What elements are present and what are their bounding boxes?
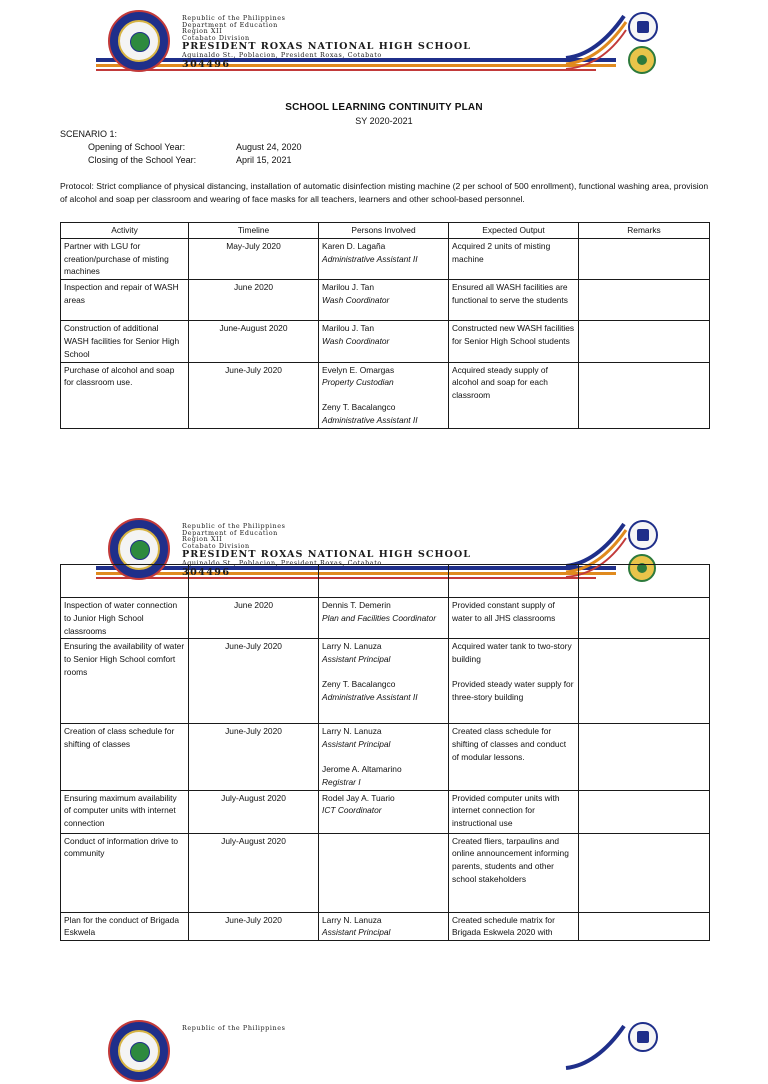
table-row (61, 833, 710, 912)
activity-cell: Plan for the conduct of Brigada Eskwela (61, 912, 189, 941)
persons-cell (319, 724, 449, 790)
table-row (61, 639, 710, 724)
output-text: Ensured all WASH facilities are functional to serve the students (452, 282, 568, 305)
republic-line: Republic of the Philippines (182, 1024, 286, 1032)
person-name: Larry N. Lanuza (322, 914, 382, 925)
timeline-cell: June-July 2020 (189, 724, 319, 790)
deped-seal-icon (628, 1022, 658, 1052)
table-row (61, 280, 710, 321)
column-header: Expected Output (449, 223, 579, 239)
division-line: Cotabato Division (182, 541, 250, 550)
table-row (61, 790, 710, 833)
table-row (61, 362, 710, 428)
person-role: Administrative Assistant II (322, 253, 418, 264)
person-name: Jerome A. Altamarino (322, 763, 402, 774)
person-name: Dennis T. Demerin (322, 600, 391, 610)
person-role: ICT Coordinator (322, 805, 382, 816)
deped-seal-icon (628, 12, 658, 42)
plan-table-page-2 (60, 564, 710, 941)
table-row (61, 598, 710, 639)
region-line: Region XII (182, 535, 223, 544)
opening-row (88, 142, 302, 152)
region-line: Region XII (182, 27, 223, 36)
person-role: Assistant Principal (322, 654, 391, 665)
school-name: PRESIDENT ROXAS NATIONAL HIGH SCHOOL (182, 549, 471, 561)
person-role: Wash Coordinator (322, 335, 390, 346)
output-text: Acquired water tank to two-story building (452, 641, 572, 665)
person-role: Administrative Assistant II (322, 691, 418, 702)
output-cell (449, 321, 579, 362)
remarks-cell (579, 724, 710, 790)
activity-cell: Ensuring the availability of water to Senior High School comfort rooms (61, 639, 189, 724)
timeline-cell: June-August 2020 (189, 321, 319, 362)
scenario-label: SCENARIO 1: (60, 129, 118, 139)
table-row (61, 912, 710, 941)
document-page-1 (0, 0, 768, 470)
person-role: Plan and Facilities Coordinator (322, 612, 437, 623)
output-cell (449, 724, 579, 790)
school-address: Aguinaldo St., Poblacion, President Roxas, Cotabato (182, 559, 382, 568)
timeline-cell: June-July 2020 (189, 362, 319, 428)
table-row (61, 238, 710, 279)
column-header: Timeline (189, 223, 319, 239)
remarks-cell (579, 598, 710, 639)
closing-label: Closing of the School Year: (88, 155, 197, 165)
column-header: Remarks (579, 223, 710, 239)
person-name: Marilou J. Tan (322, 323, 374, 334)
letterhead (96, 10, 686, 74)
school-id: 304496 (182, 566, 231, 578)
output-text: Acquired steady supply of alcohol and soap for each classroom (452, 364, 548, 401)
closing-value: April 15, 2021 (236, 155, 292, 165)
output-text: Provided computer units with internet connection for instructional use (452, 792, 560, 829)
persons-cell (319, 362, 449, 428)
opening-value: August 24, 2020 (236, 142, 302, 152)
document-page-2 (0, 508, 768, 960)
republic-line: Republic of the Philippines (182, 522, 286, 530)
remarks-cell (579, 790, 710, 833)
remarks-cell (579, 362, 710, 428)
persons-cell (319, 280, 449, 321)
person-name: Larry N. Lanuza (322, 726, 382, 737)
document-title: SCHOOL LEARNING CONTINUITY PLAN (285, 102, 483, 113)
table-row-blank (61, 565, 710, 598)
letterhead-text (182, 1025, 285, 1032)
timeline-cell: June 2020 (189, 280, 319, 321)
person-role: Assistant Principal (322, 927, 391, 938)
output-text: Created fliers, tarpaulins and online announcement informing parents, students and other school stakeholders (452, 835, 569, 884)
person-role: Assistant Principal (322, 739, 391, 750)
output-cell (449, 238, 579, 279)
person-name: Evelyn E. Omargas (322, 364, 395, 375)
output-text: Constructed new WASH facilities for Senior High School students (452, 323, 575, 346)
timeline-cell: July-August 2020 (189, 833, 319, 912)
school-seal-icon (108, 1020, 170, 1082)
protocol-text: Protocol: Strict compliance of physical distancing, installation of automatic disinfection misting machine (2 per school of 500 enrollment), functional washing area, provision of alcohol and soap per classroom and wearing of face masks for all teachers, learners and other school-based personnel. (60, 181, 709, 204)
department-line: Department of Education (182, 20, 278, 29)
persons-cell (319, 598, 449, 639)
department-line: Department of Education (182, 528, 278, 537)
person-name: Rodel Jay A. Tuario (322, 792, 395, 803)
remarks-cell (579, 912, 710, 941)
table-row (61, 321, 710, 362)
output-text: Created class schedule for shifting of classes and conduct of modular lessons. (452, 726, 567, 762)
table-row (61, 724, 710, 790)
deped-seal-icon (628, 520, 658, 550)
person-role: Wash Coordinator (322, 294, 390, 305)
page-gap (0, 470, 768, 508)
swoosh-icon (566, 12, 628, 70)
output-cell (449, 912, 579, 941)
timeline-cell: June-July 2020 (189, 912, 319, 941)
activity-cell: Partner with LGU for creation/purchase of misting machines (61, 238, 189, 279)
timeline-cell: May-July 2020 (189, 238, 319, 279)
activity-cell: Purchase of alcohol and soap for classroom use. (61, 362, 189, 428)
output-cell (449, 790, 579, 833)
table-header-row (61, 223, 710, 239)
output-cell (449, 598, 579, 639)
persons-cell (319, 238, 449, 279)
output-text: Provided steady water supply for three-story building (452, 678, 574, 702)
persons-cell (319, 790, 449, 833)
school-seal-icon (108, 10, 170, 72)
swoosh-icon (566, 1022, 628, 1080)
timeline-cell: June 2020 (189, 598, 319, 639)
document-page-3 (0, 1012, 768, 1032)
remarks-cell (579, 238, 710, 279)
timeline-cell: June-July 2020 (189, 639, 319, 724)
page-gap (0, 960, 768, 1012)
letterhead (96, 1020, 686, 1084)
output-text: Created schedule matrix for Brigada Eskwela 2020 with (452, 914, 555, 938)
output-cell (449, 280, 579, 321)
persons-cell (319, 639, 449, 724)
output-text: Provided constant supply of water to all JHS classrooms (452, 600, 556, 623)
letterhead-text (182, 15, 471, 71)
person-role: Administrative Assistant II (322, 414, 418, 425)
person-name: Zeny T. Bacalangco (322, 678, 396, 689)
school-id: 304496 (182, 58, 231, 70)
remarks-cell (579, 833, 710, 912)
activity-cell: Construction of additional WASH facilities for Senior High School (61, 321, 189, 362)
opening-label: Opening of School Year: (88, 142, 186, 152)
timeline-cell: July-August 2020 (189, 790, 319, 833)
person-name: Marilou J. Tan (322, 282, 374, 293)
person-name: Karen D. Lagaña (322, 240, 386, 251)
school-year: SY 2020-2021 (355, 116, 413, 126)
output-cell (449, 833, 579, 912)
closing-row (88, 155, 292, 165)
persons-cell (319, 912, 449, 941)
activity-cell: Ensuring maximum availability of computer units with internet connection (61, 790, 189, 833)
school-address: Aguinaldo St., Poblacion, President Roxas, Cotabato (182, 51, 382, 60)
output-cell (449, 362, 579, 428)
plan-table-page-1 (60, 222, 710, 429)
division-line: Cotabato Division (182, 33, 250, 42)
remarks-cell (579, 280, 710, 321)
division-seal-icon (628, 46, 656, 74)
republic-line: Republic of the Philippines (182, 14, 286, 22)
person-name: Zeny T. Bacalangco (322, 402, 396, 413)
remarks-cell (579, 321, 710, 362)
person-role: Registrar I (322, 776, 361, 787)
person-name: Larry N. Lanuza (322, 641, 382, 652)
activity-cell: Conduct of information drive to community (61, 833, 189, 912)
output-text: Acquired 2 units of misting machine (452, 240, 551, 264)
column-header: Activity (61, 223, 189, 239)
activity-cell: Creation of class schedule for shifting of classes (61, 724, 189, 790)
person-role: Property Custodian (322, 377, 394, 388)
column-header: Persons Involved (319, 223, 449, 239)
persons-cell (319, 833, 449, 912)
persons-cell (319, 321, 449, 362)
school-name: PRESIDENT ROXAS NATIONAL HIGH SCHOOL (182, 41, 471, 53)
activity-cell: Inspection and repair of WASH areas (61, 280, 189, 321)
activity-cell: Inspection of water connection to Junior High School classrooms (61, 598, 189, 639)
remarks-cell (579, 639, 710, 724)
output-cell (449, 639, 579, 724)
